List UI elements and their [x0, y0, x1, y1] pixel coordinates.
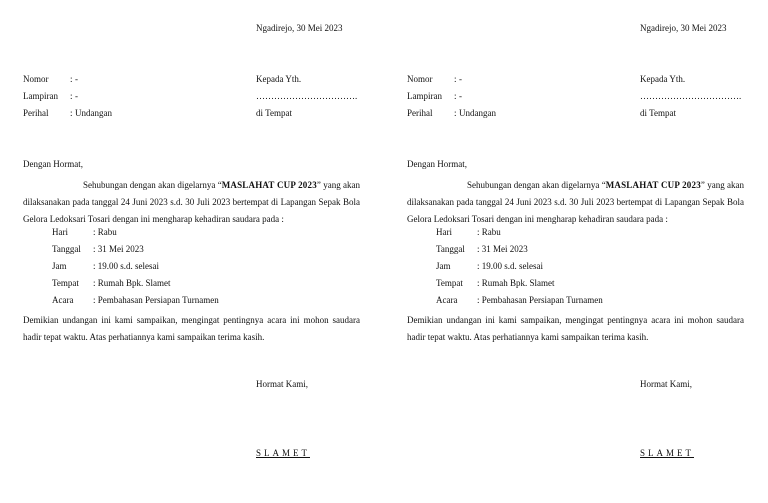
detail-value: : Pembahasan Persiapan Turnamen [93, 295, 219, 305]
detail-value: : Rumah Bpk. Slamet [93, 278, 171, 288]
info-row-nomor [407, 75, 607, 92]
regards: Hormat Kami, [256, 379, 308, 389]
detail-label: Hari [436, 227, 452, 237]
detail-row-tempat [436, 279, 736, 296]
info-value: - [459, 74, 462, 84]
recipient-place: di Tempat [256, 109, 292, 118]
body-text-after: ” yang akan dilaksanakan pada tanggal 24 Juni 2023 s.d. 30 Juli 2023 bertempat di Lapangan Sepak Bola Gelora Ledoksari Tosari dengan ini mengharap kehadiran saudara pada : [23, 180, 361, 224]
event-name: MASLAHAT CUP 2023 [605, 180, 701, 190]
letter-info [407, 75, 607, 126]
info-value: - [75, 91, 78, 101]
event-details [436, 228, 736, 313]
info-value: Undangan [75, 108, 112, 118]
recipient-block [640, 75, 752, 126]
recipient-to: Kepada Yth. [640, 75, 686, 84]
regards: Hormat Kami, [640, 379, 692, 389]
info-separator: : [454, 74, 457, 84]
detail-row-jam [436, 262, 736, 279]
recipient-place: di Tempat [640, 109, 676, 118]
body-text-before: Sehubungan dengan akan digelarnya “ [467, 180, 606, 190]
event-name: MASLAHAT CUP 2023 [221, 180, 317, 190]
info-value: Undangan [459, 108, 496, 118]
detail-row-hari [52, 228, 352, 245]
info-label: Perihal [407, 108, 433, 118]
detail-value: : Pembahasan Persiapan Turnamen [477, 295, 603, 305]
detail-value: : 19.00 s.d. selesai [93, 261, 159, 271]
detail-label: Tanggal [52, 244, 81, 254]
signature-name: SLAMET [256, 448, 310, 458]
info-separator: : [70, 108, 73, 118]
recipient-to: Kepada Yth. [256, 75, 302, 84]
body-text-after: ” yang akan dilaksanakan pada tanggal 24 Juni 2023 s.d. 30 Juli 2023 bertempat di Lapangan Sepak Bola Gelora Ledoksari Tosari dengan ini mengharap kehadiran saudara pada : [407, 180, 745, 224]
detail-row-acara [52, 296, 352, 313]
letter-info [23, 75, 223, 126]
info-separator: : [70, 91, 73, 101]
invitation-letter-left [23, 0, 368, 503]
body-paragraph [407, 177, 744, 228]
greeting: Dengan Hormat, [407, 159, 467, 169]
info-separator: : [454, 91, 457, 101]
detail-row-tempat [52, 279, 352, 296]
detail-label: Tempat [52, 278, 79, 288]
detail-value: : 31 Mei 2023 [93, 244, 144, 254]
detail-label: Hari [52, 227, 68, 237]
info-row-perihal [23, 109, 223, 126]
detail-label: Tanggal [436, 244, 465, 254]
recipient-name-blank: ……………………………. [640, 92, 742, 101]
info-label: Lampiran [407, 91, 442, 101]
detail-row-acara [436, 296, 736, 313]
detail-row-tanggal [436, 245, 736, 262]
event-details [52, 228, 352, 313]
info-row-lampiran [23, 92, 223, 109]
detail-row-hari [436, 228, 736, 245]
detail-value: : Rumah Bpk. Slamet [477, 278, 555, 288]
closing-paragraph: Demikian undangan ini kami sampaikan, mengingat pentingnya acara ini mohon saudara hadir tepat waktu. Atas perhatiannya kami sampaikan terima kasih. [23, 315, 360, 342]
info-separator: : [70, 74, 73, 84]
body-paragraph [23, 177, 360, 228]
info-row-perihal [407, 109, 607, 126]
detail-value: : Rabu [477, 227, 501, 237]
detail-row-jam [52, 262, 352, 279]
signature-name: SLAMET [640, 448, 694, 458]
recipient-name-blank: ……………………………. [256, 92, 358, 101]
invitation-letter-right [407, 0, 752, 503]
detail-value: : 31 Mei 2023 [477, 244, 528, 254]
info-row-nomor [23, 75, 223, 92]
info-value: - [459, 91, 462, 101]
recipient-block [256, 75, 368, 126]
detail-value: : 19.00 s.d. selesai [477, 261, 543, 271]
letter-date: Ngadirejo, 30 Mei 2023 [640, 23, 727, 33]
info-label: Nomor [23, 74, 49, 84]
detail-label: Tempat [436, 278, 463, 288]
detail-label: Jam [52, 261, 67, 271]
greeting: Dengan Hormat, [23, 159, 83, 169]
letter-date: Ngadirejo, 30 Mei 2023 [256, 23, 343, 33]
detail-label: Jam [436, 261, 451, 271]
info-label: Nomor [407, 74, 433, 84]
info-separator: : [454, 108, 457, 118]
detail-label: Acara [436, 295, 458, 305]
info-value: - [75, 74, 78, 84]
info-label: Lampiran [23, 91, 58, 101]
body-text-before: Sehubungan dengan akan digelarnya “ [83, 180, 222, 190]
detail-value: : Rabu [93, 227, 117, 237]
detail-row-tanggal [52, 245, 352, 262]
detail-label: Acara [52, 295, 74, 305]
info-label: Perihal [23, 108, 49, 118]
closing-paragraph: Demikian undangan ini kami sampaikan, mengingat pentingnya acara ini mohon saudara hadir tepat waktu. Atas perhatiannya kami sampaikan terima kasih. [407, 315, 744, 342]
info-row-lampiran [407, 92, 607, 109]
